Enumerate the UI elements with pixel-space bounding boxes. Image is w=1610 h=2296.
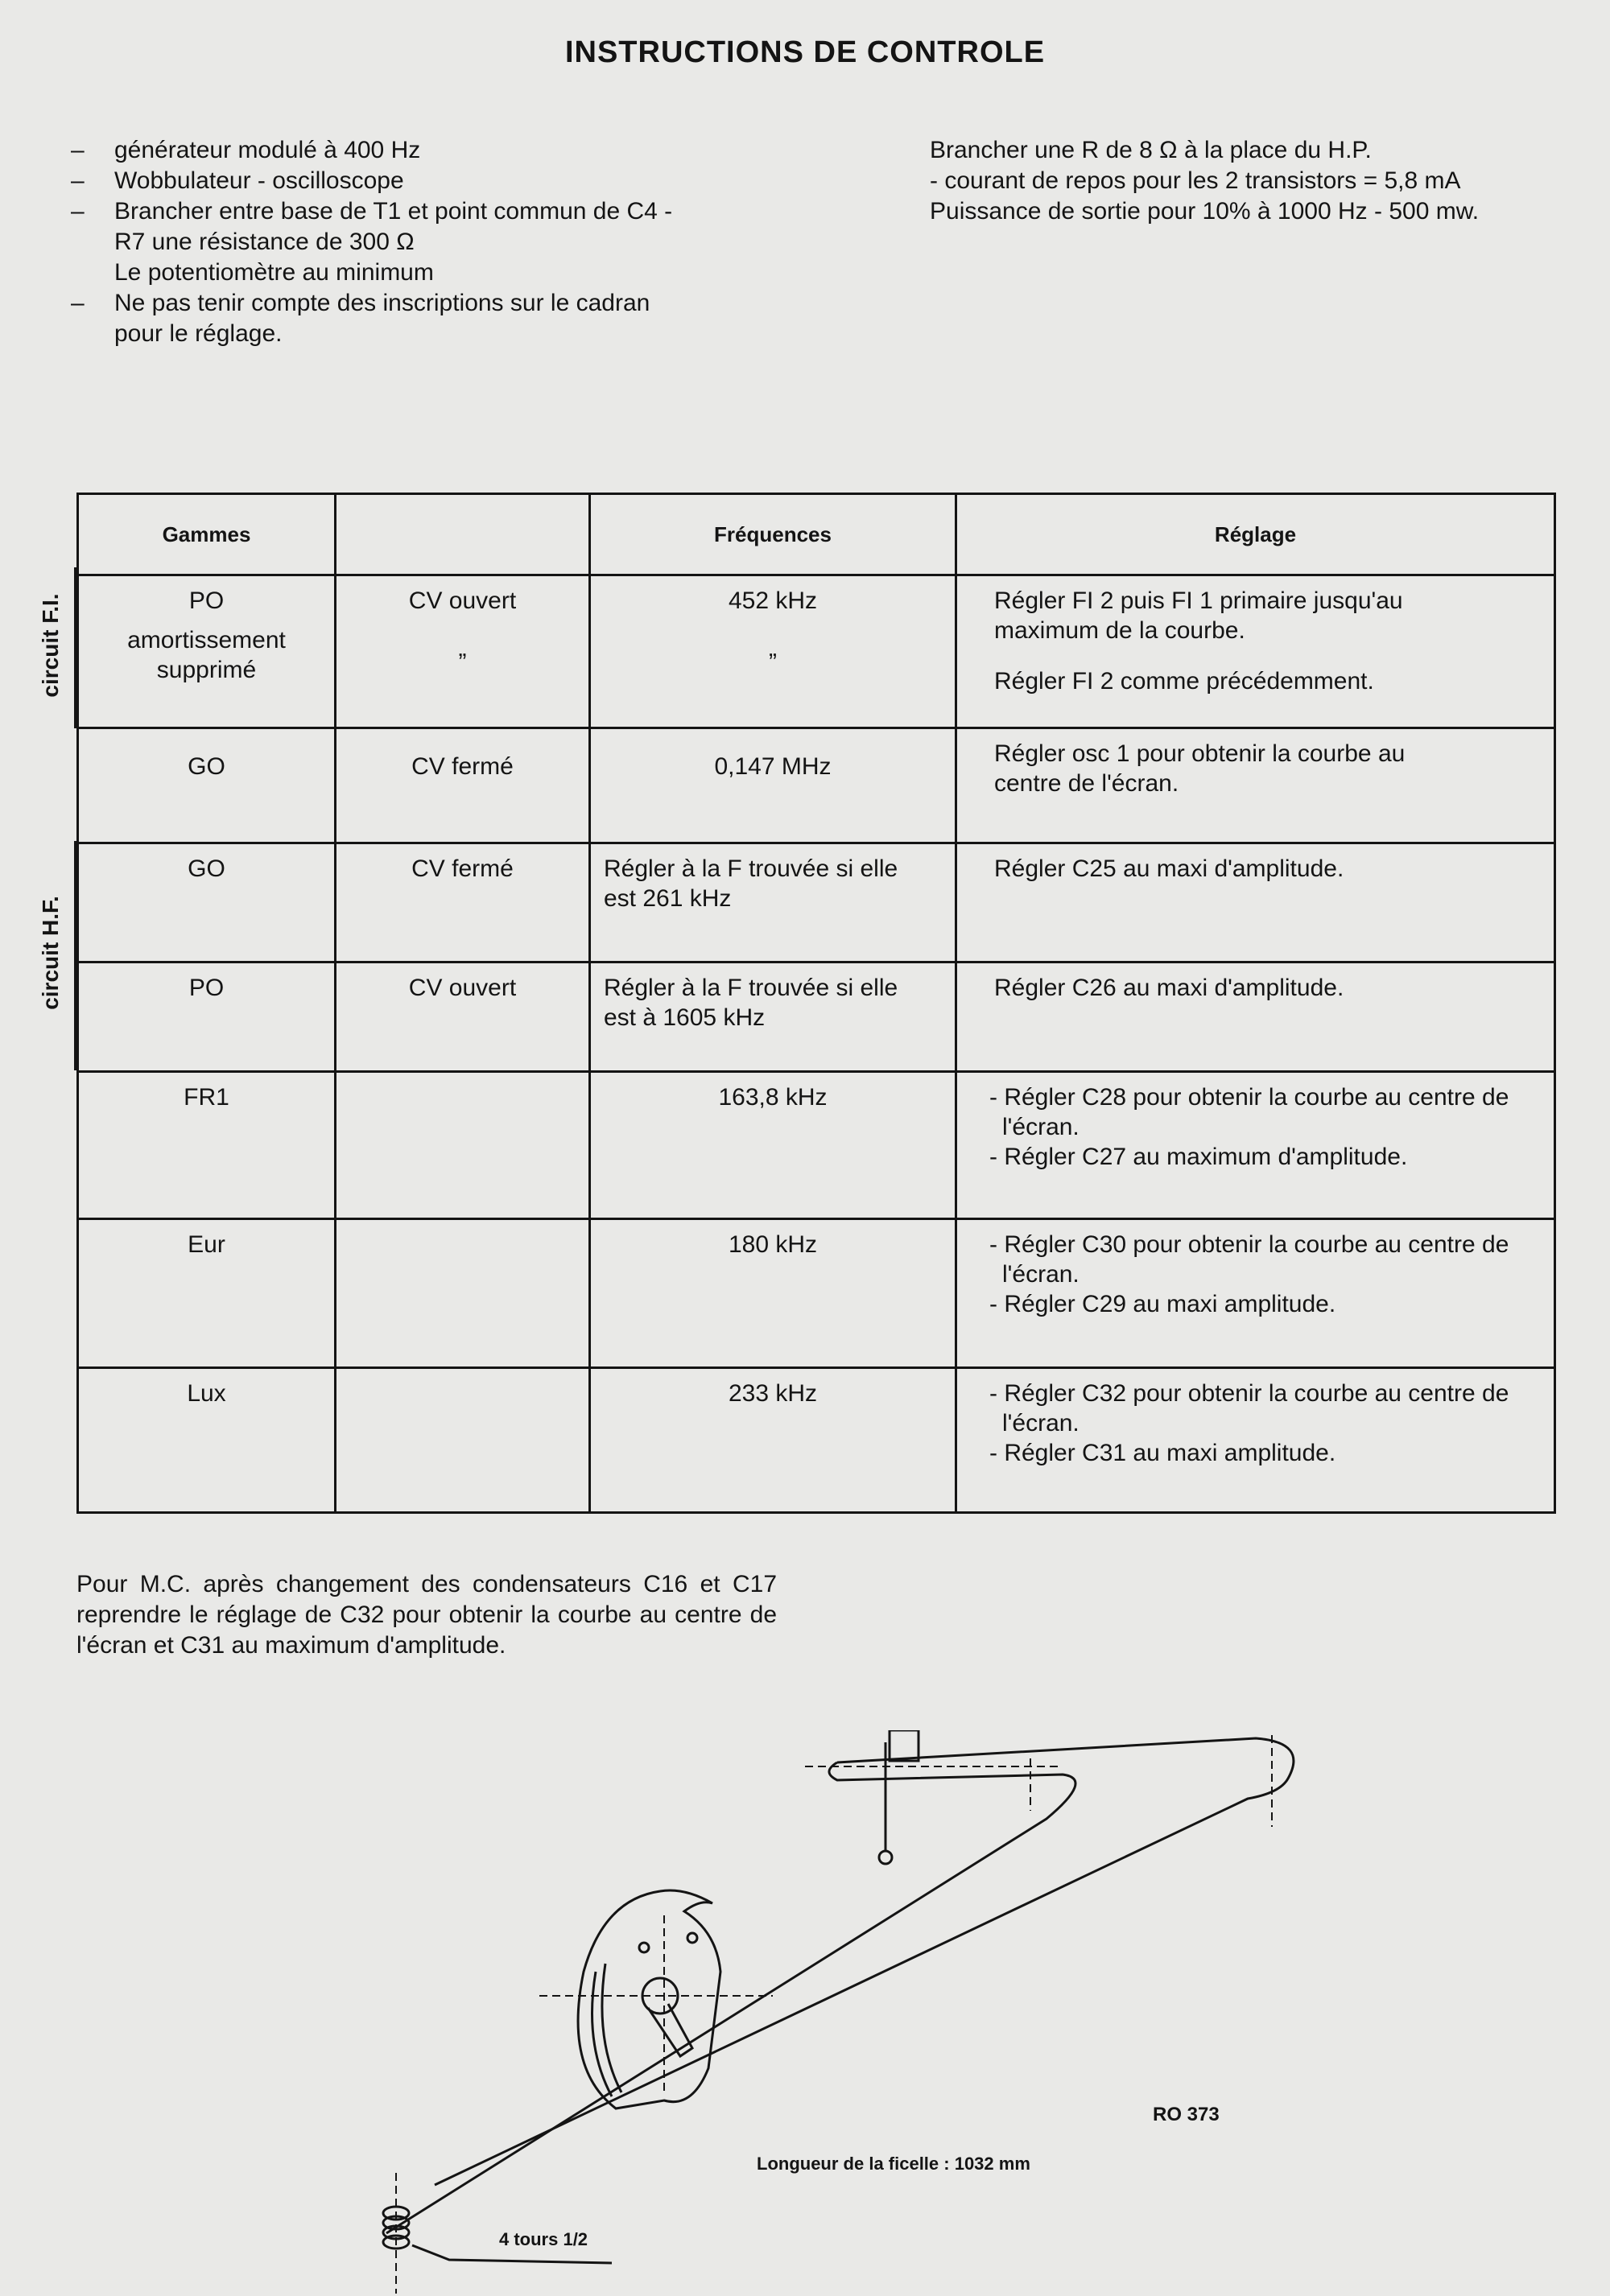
cell-frequence: 163,8 kHz [590,1072,956,1219]
dial-drum [578,1890,720,2108]
table-row [78,1368,1555,1513]
header-reglage: Réglage [956,494,1555,575]
cell-frequence: Régler à la F trouvée si elle est 261 kHz [590,843,956,963]
instruction-line: générateur modulé à 400 Hz [114,137,421,163]
cell-cv: CV fermé [336,728,590,843]
list-dash: – [71,167,85,194]
instruction-line: Ne pas tenir compte des inscriptions sur le cadran [114,290,650,316]
dial-string-diagram [354,1730,1610,2294]
footer-paragraph: Pour M.C. après changement des condensateurs C16 et C17 reprendre le réglage de C32 pour obtenir la courbe au centre de l'écran et C31 au maximum d'amplitude. [76,1571,777,1659]
instruction-line: Puissance de sortie pour 10% à 1000 Hz - 500 mw. [930,198,1480,225]
cell-gamme: PO amortissement supprimé [78,575,336,728]
table-row [78,1219,1555,1368]
cell-reglage: - Régler C28 pour obtenir la courbe au centre de l'écran. - Régler C27 au maximum d'amplitude. [956,1072,1555,1219]
instruction-item [71,135,795,166]
cell-gamme: GO [78,728,336,843]
cell-reglage: - Régler C30 pour obtenir la courbe au centre de l'écran. - Régler C29 au maxi amplitude. [956,1219,1555,1368]
cell-frequence: Régler à la F trouvée si elle est à 1605 kHz [590,963,956,1072]
instructions-list-right [930,135,1574,227]
instruction-item [71,288,795,349]
cell-cv: CV fermé [336,843,590,963]
instruction-line: Wobbulateur - oscilloscope [114,167,404,194]
instruction-line: Brancher entre base de T1 et point commun de C4 - [114,198,673,225]
instruction-line: R7 une résistance de 300 Ω [114,229,415,255]
pointer-clip [890,1730,919,1761]
table-row [78,1072,1555,1219]
side-label-hf: circuit H.F. [38,896,63,1010]
drum-screw [687,1933,697,1943]
instruction-line: Le potentiomètre au minimum [114,259,434,286]
cell-gamme: FR1 [78,1072,336,1219]
instructions-list-left [71,135,795,349]
diagram-reference: RO 373 [1153,2104,1220,2125]
list-dash: – [71,137,85,163]
list-dash: – [71,290,85,316]
cell-frequence: 180 kHz [590,1219,956,1368]
control-table [76,493,1556,1514]
instruction-line: Brancher une R de 8 Ω à la place du H.P. [930,137,1372,163]
table-row [78,843,1555,963]
cell-cv [336,1072,590,1219]
cell-reglage: Régler C25 au maxi d'amplitude. [956,843,1555,963]
drum-rim-inner [602,1964,621,2092]
page-title: INSTRUCTIONS DE CONTROLE [564,35,1046,69]
cell-cv: CV ouvert „ [336,575,590,728]
cell-cv [336,1219,590,1368]
table-header-row [78,494,1555,575]
cell-reglage: - Régler C32 pour obtenir la courbe au centre de l'écran. - Régler C31 au maxi amplitude. [956,1368,1555,1513]
cell-gamme: Lux [78,1368,336,1513]
cell-cv [336,1368,590,1513]
pointer-tip [879,1851,892,1864]
cell-frequence: 0,147 MHz [590,728,956,843]
instruction-line: pour le réglage. [114,320,283,347]
header-frequences: Fréquences [590,494,956,575]
drum-screw [639,1943,649,1952]
turns-label: 4 tours 1/2 [499,2229,588,2249]
instruction-item [71,196,795,288]
instruction-item [71,166,795,196]
cell-reglage: Régler C26 au maxi d'amplitude. [956,963,1555,1072]
table-row [78,575,1555,728]
cell-cv: CV ouvert [336,963,590,1072]
table-row [78,963,1555,1072]
cell-gamme: PO [78,963,336,1072]
list-dash: – [71,198,85,225]
cell-reglage: Régler osc 1 pour obtenir la courbe au centre de l'écran. [956,728,1555,843]
side-label-fi: circuit F.I. [38,593,63,698]
cell-frequence: 452 kHz „ [590,575,956,728]
instruction-line: - courant de repos pour les 2 transistors = 5,8 mA [930,167,1461,194]
cell-reglage: Régler FI 2 puis FI 1 primaire jusqu'au maximum de la courbe. Régler FI 2 comme précédemment. [956,575,1555,728]
table-row [78,728,1555,843]
cell-frequence: 233 kHz [590,1368,956,1513]
cell-gamme: Eur [78,1219,336,1368]
cell-gamme: GO [78,843,336,963]
string-length-label: Longueur de la ficelle : 1032 mm [757,2154,1030,2174]
header-blank [336,494,590,575]
header-gammes: Gammes [78,494,336,575]
